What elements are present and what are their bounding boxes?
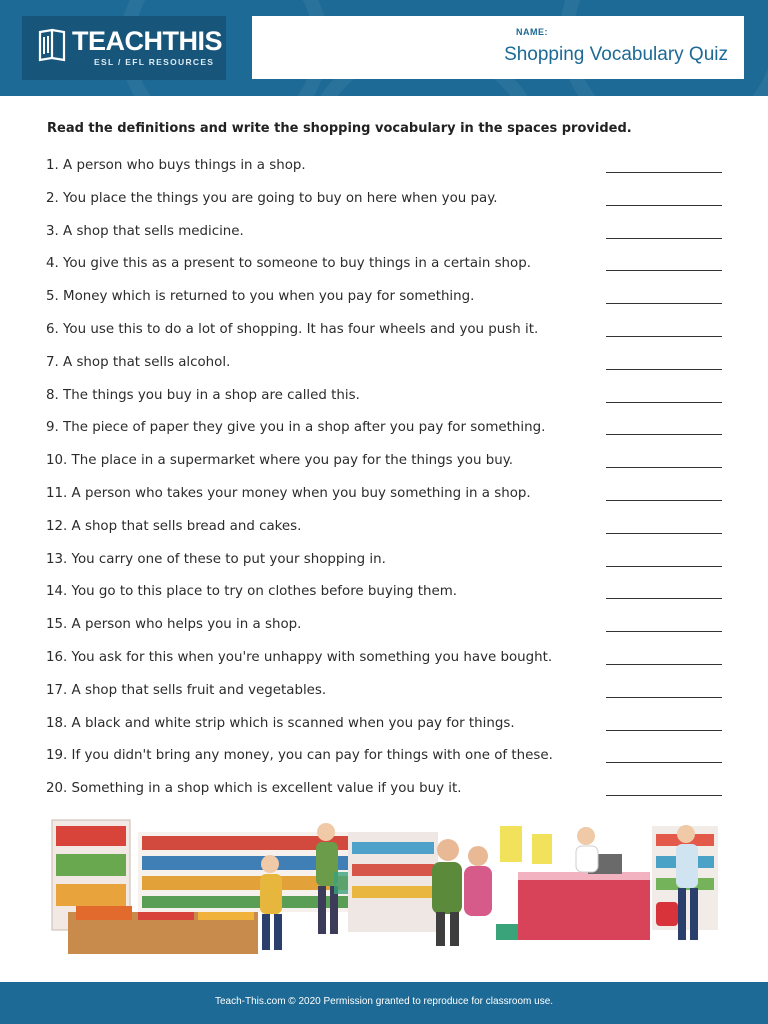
question-text: 5. Money which is returned to you when you pay for something. [46,289,475,305]
question-text: 15. A person who helps you in a shop. [46,617,302,633]
answer-blank[interactable] [606,238,722,239]
question-text: 9. The piece of paper they give you in a shop after you pay for something. [46,420,546,436]
name-label: NAME: [516,27,548,37]
question-text: 16. You ask for this when you're unhappy with something you have bought. [46,649,553,665]
question-text: 17. A shop that sells fruit and vegetables. [46,682,327,698]
question-row [46,186,722,219]
question-row [46,317,722,350]
page-title: Shopping Vocabulary Quiz [504,44,728,65]
question-text: 12. A shop that sells bread and cakes. [46,518,302,534]
question-row [46,612,722,645]
answer-blank[interactable] [606,270,722,271]
question-row [46,711,722,744]
question-text: 4. You give this as a present to someone to buy things in a certain shop. [46,256,531,272]
instructions: Read the definitions and write the shopping vocabulary in the spaces provided. [47,121,632,136]
question-text: 13. You carry one of these to put your shopping in. [46,551,386,567]
answer-blank[interactable] [606,664,722,665]
question-row [46,415,722,448]
answer-blank[interactable] [606,697,722,698]
question-text: 3. A shop that sells medicine. [46,223,244,239]
question-row [46,219,722,252]
answer-blank[interactable] [606,762,722,763]
question-row [46,645,722,678]
question-row [46,743,722,776]
question-row [46,481,722,514]
name-box [252,16,744,79]
answer-blank[interactable] [606,598,722,599]
question-row [46,448,722,481]
question-row [46,284,722,317]
question-text: 10. The place in a supermarket where you pay for the things you buy. [46,453,513,469]
question-text: 19. If you didn't bring any money, you can pay for things with one of these. [46,748,553,764]
question-row [46,153,722,186]
question-text: 11. A person who takes your money when you buy something in a shop. [46,485,531,501]
question-row [46,383,722,416]
answer-blank[interactable] [606,730,722,731]
question-list [46,153,722,809]
question-row [46,547,722,580]
logo-subtitle: ESL / EFL RESOURCES [94,57,215,67]
question-text: 2. You place the things you are going to buy on here when you pay. [46,190,498,206]
question-text: 14. You go to this place to try on clothes before buying them. [46,584,458,600]
question-row [46,776,722,809]
question-row [46,251,722,284]
supermarket-illustration [48,812,720,958]
answer-blank[interactable] [606,795,722,796]
answer-blank[interactable] [606,533,722,534]
question-text: 18. A black and white strip which is scanned when you pay for things. [46,715,515,731]
answer-blank[interactable] [606,434,722,435]
teachthis-logo [22,16,226,80]
question-row [46,350,722,383]
answer-blank[interactable] [606,467,722,468]
question-row [46,678,722,711]
header-banner [0,0,768,96]
answer-blank[interactable] [606,566,722,567]
answer-blank[interactable] [606,631,722,632]
answer-blank[interactable] [606,336,722,337]
footer-bar [0,982,768,1024]
question-text: 6. You use this to do a lot of shopping. It has four wheels and you push it. [46,321,539,337]
footer-copyright: Teach-This.com © 2020 Permission granted to reproduce for classroom use. [214,996,554,1007]
question-row [46,579,722,612]
answer-blank[interactable] [606,369,722,370]
answer-blank[interactable] [606,303,722,304]
logo-title: TEACHTHIS [72,26,222,56]
question-text: 8. The things you buy in a shop are called this. [46,387,360,403]
question-row [46,514,722,547]
answer-blank[interactable] [606,402,722,403]
answer-blank[interactable] [606,500,722,501]
answer-blank[interactable] [606,172,722,173]
question-text: 20. Something in a shop which is excellent value if you buy it. [46,781,462,797]
question-text: 1. A person who buys things in a shop. [46,158,306,173]
answer-blank[interactable] [606,205,722,206]
book-icon [36,28,68,62]
question-text: 7. A shop that sells alcohol. [46,354,231,370]
